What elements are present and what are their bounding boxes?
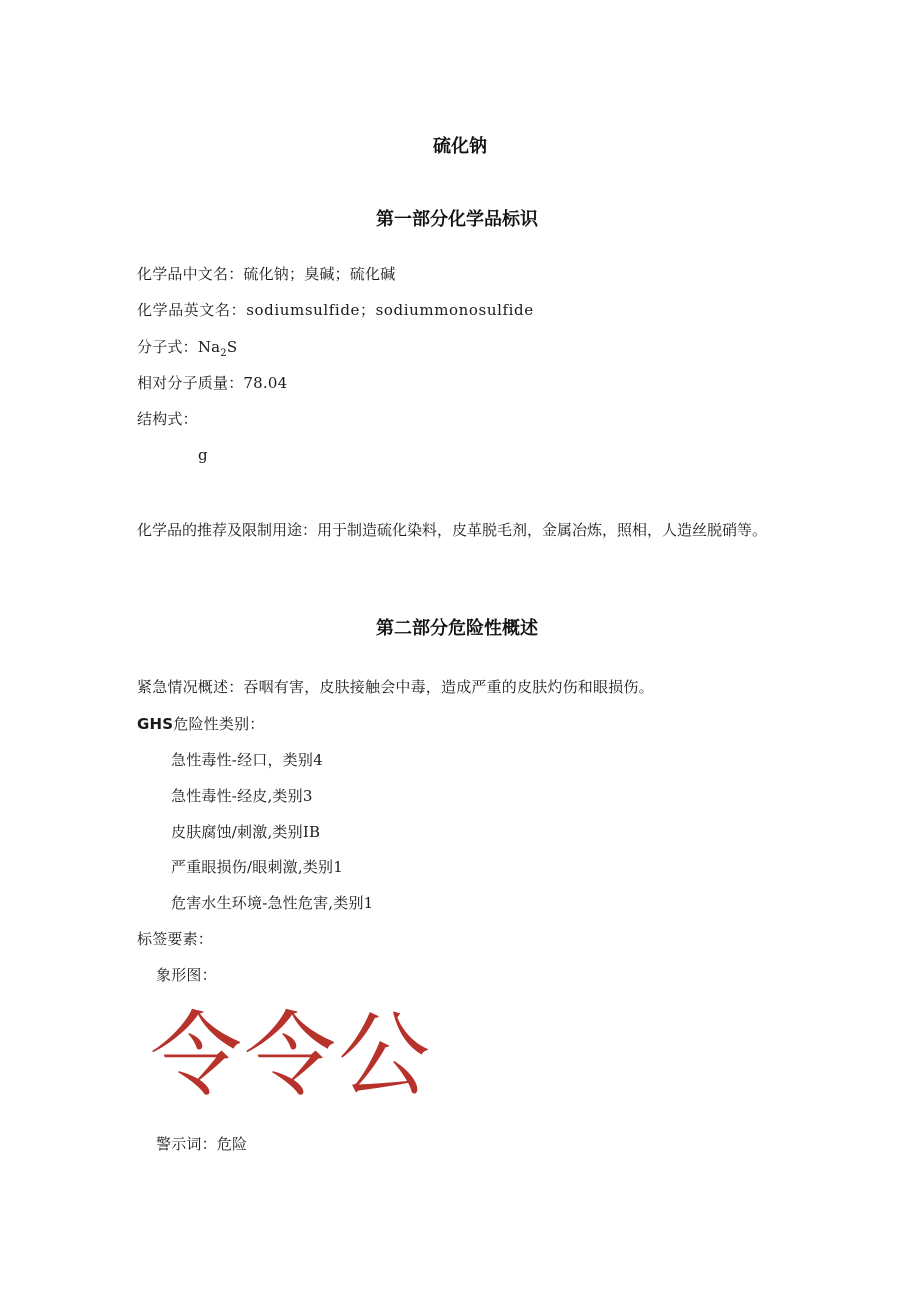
structure-image-placeholder: g (198, 446, 208, 464)
formula-s: S (226, 338, 238, 356)
document-title: 硫化钠 (433, 136, 487, 157)
hazard-category: 危害水生环境-急性危害,类别1 (171, 894, 374, 912)
formula-na: Na (197, 338, 221, 356)
molecular-formula (137, 337, 237, 364)
pictogram-glyph: 公 (338, 1002, 431, 1105)
structure-label: 结构式： (137, 410, 198, 428)
ghs-prefix: GHS (137, 715, 174, 733)
signal-word: 警示词：危险 (156, 1135, 248, 1153)
hazard-category: 急性毒性-经口，类别4 (171, 751, 323, 769)
molecular-mass: 相对分子质量：78.04 (137, 374, 288, 392)
hazard-category: 皮肤腐蚀/刺激,类别IB (171, 823, 321, 841)
section-1-heading: 第一部分化学品标识 (376, 209, 538, 230)
ghs-category-heading (137, 714, 264, 734)
section-2-heading: 第二部分危险性概述 (376, 618, 538, 639)
ghs-pictograms (148, 995, 438, 1105)
formula-label: 分子式： (137, 338, 198, 356)
pictogram-glyph: 令 (150, 1002, 243, 1105)
hazard-category: 急性毒性-经皮,类别3 (171, 787, 313, 805)
label-elements: 标签要素： (137, 930, 214, 948)
chemical-en-name: 化学品英文名：sodiumsulfide；sodiummonosulfide (137, 301, 534, 319)
recommended-uses: 化学品的推荐及限制用途：用于制造硫化染料，皮革脱毛剂，金属冶炼，照相，人造丝脱硝等。 (137, 521, 768, 539)
emergency-overview: 紧急情况概述：吞咽有害，皮肤接触会中毒，造成严重的皮肤灼伤和眼损伤。 (137, 678, 654, 696)
formula-subscript: 2 (220, 348, 227, 359)
pictogram-label: 象形图： (156, 966, 217, 984)
ghs-label: 危险性类别： (173, 715, 265, 733)
chemical-cn-name: 化学品中文名：硫化钠；臭碱；硫化碱 (137, 265, 396, 283)
hazard-category: 严重眼损伤/眼刺激,类别1 (171, 858, 343, 876)
pictogram-glyph: 令 (244, 1002, 337, 1105)
